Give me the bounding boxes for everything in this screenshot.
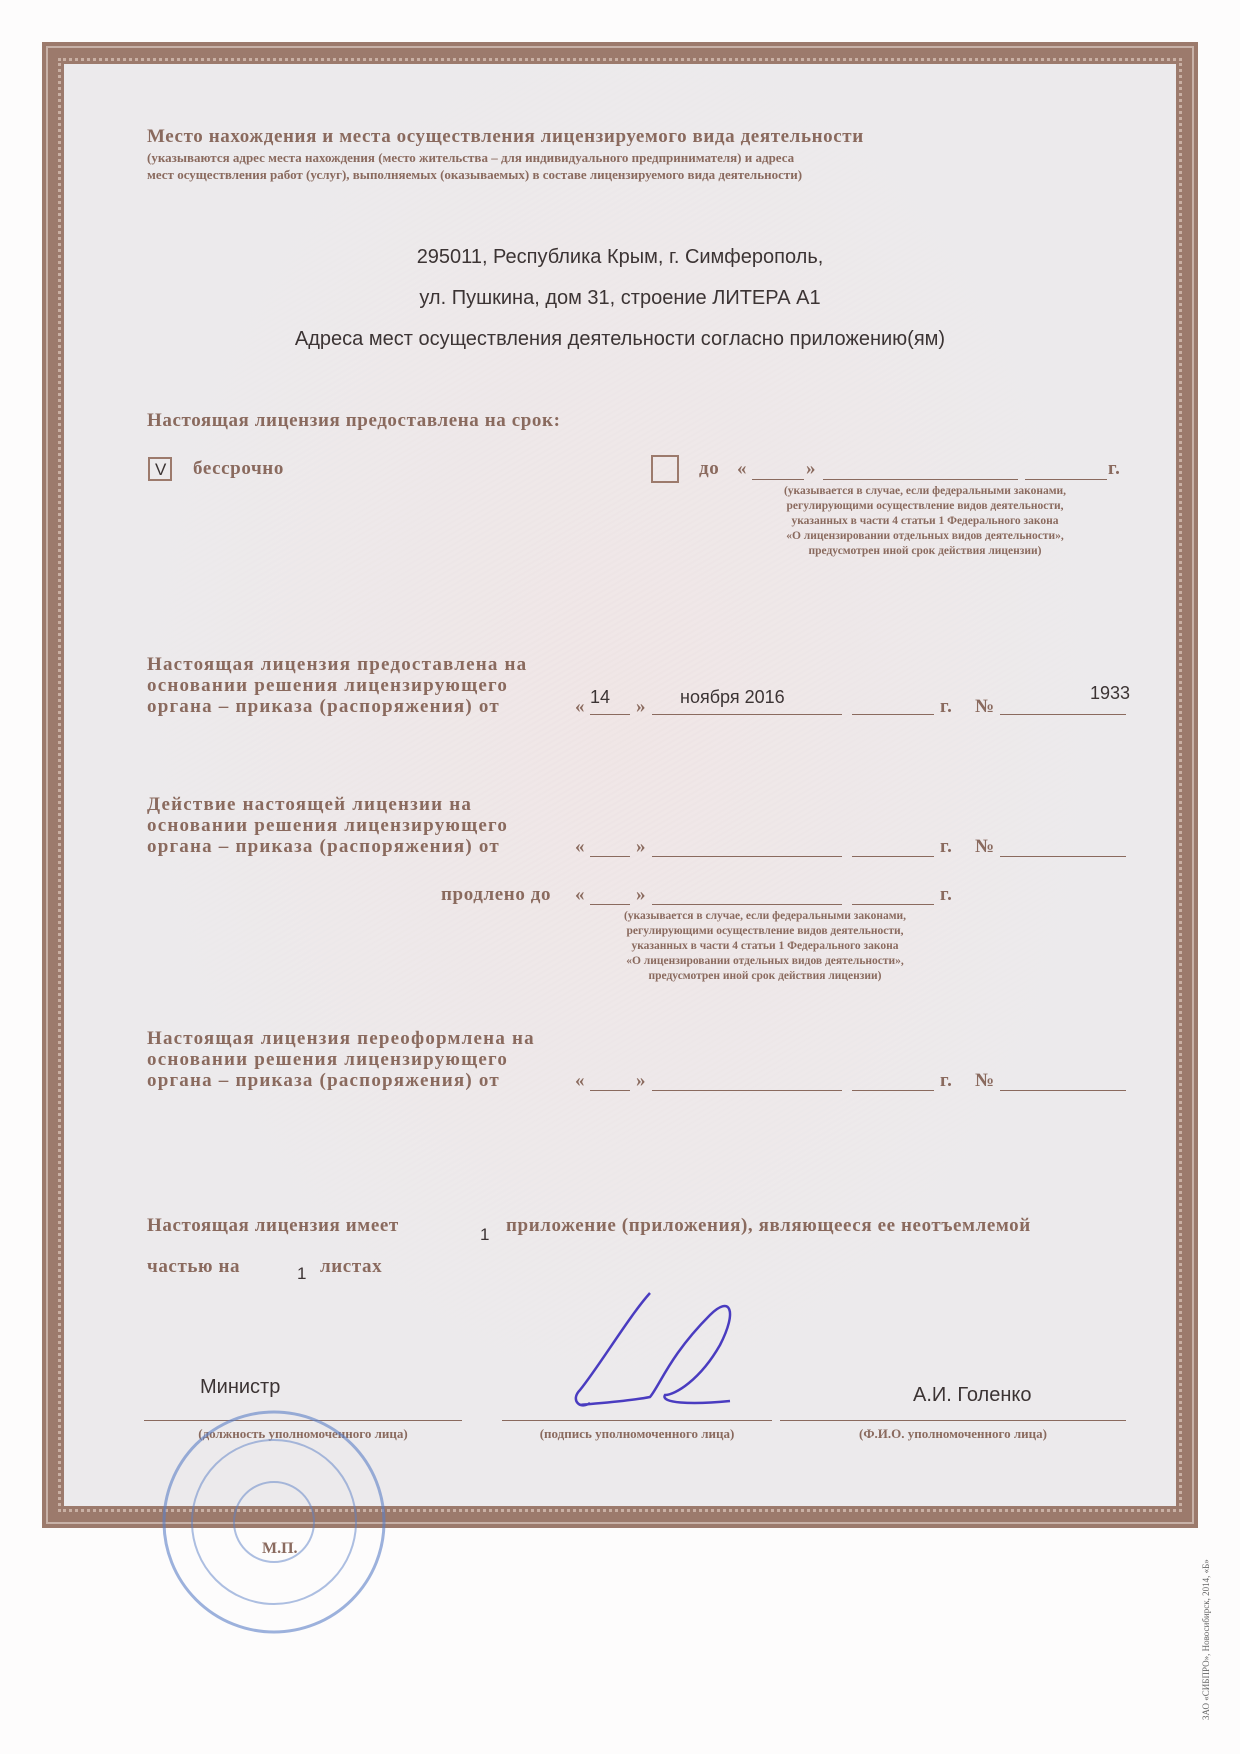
granted-month-year[interactable]: ноября 2016 [680, 687, 785, 707]
address-line: 295011, Республика Крым, г. Симферополь, [416, 246, 824, 268]
location-title: Место нахождения и места осуществления лицензируемого вида деятельности [147, 126, 864, 147]
appendix-text: приложение (приложения), являющееся ее неотъемлемой [506, 1215, 1031, 1236]
quote: « [737, 458, 748, 479]
quote: » [636, 1070, 647, 1091]
number-field [1000, 714, 1126, 715]
quote: » [636, 884, 647, 905]
until-label: до [699, 458, 720, 479]
extension-note [590, 909, 940, 984]
text-line: органа – приказа (распоряжения) от [147, 696, 500, 717]
year-suffix: г. [1108, 458, 1121, 479]
position-value: Министр [200, 1376, 281, 1398]
year-field[interactable] [852, 856, 934, 857]
granted-day[interactable]: 14 [590, 687, 611, 707]
text-line: органа – приказа (распоряжения) от [147, 1070, 500, 1091]
number-field[interactable] [1000, 856, 1126, 857]
appendix-sheets[interactable]: 1 [297, 1264, 307, 1283]
note-line: регулирующими осуществление видов деятельности, [786, 500, 1064, 512]
year-field[interactable] [852, 1090, 934, 1091]
location-note: (указываются адрес места нахождения (место жительства – для индивидуального предпринимателя) и адреса [147, 150, 795, 165]
signature-line [502, 1420, 772, 1421]
handwritten-signature [560, 1285, 750, 1415]
number-label: № [975, 696, 995, 717]
year-suffix: г. [940, 836, 953, 857]
month-field[interactable] [652, 904, 842, 905]
term-title: Настоящая лицензия предоставлена на срок: [147, 410, 561, 431]
address-line: ул. Пушкина, дом 31, строение ЛИТЕРА А1 [419, 287, 821, 309]
reissue-basis [147, 1028, 535, 1091]
note-line: «О лицензировании отдельных видов деятельности», [786, 530, 1064, 542]
quote: « [575, 884, 586, 905]
note-line: предусмотрен иной срок действия лицензии) [648, 970, 882, 982]
quote: « [575, 836, 586, 857]
day-field[interactable] [752, 479, 804, 480]
month-field[interactable] [652, 1090, 842, 1091]
quote: » [636, 696, 647, 717]
appendix-text: листах [320, 1256, 383, 1277]
check-mark: V [155, 460, 167, 479]
extended-label: продлено до [441, 884, 552, 905]
name-line [780, 1420, 1126, 1421]
quote: « [575, 1070, 586, 1091]
extension-basis [147, 794, 508, 857]
name-caption: (Ф.И.О. уполномоченного лица) [859, 1426, 1047, 1441]
day-field[interactable] [590, 1090, 630, 1091]
official-stamp [152, 1400, 422, 1640]
appendix-count[interactable]: 1 [480, 1225, 490, 1244]
year-field [852, 714, 934, 715]
until-checkbox[interactable] [651, 455, 679, 483]
address-line: Адреса мест осуществления деятельности согласно приложению(ям) [294, 328, 946, 350]
month-field[interactable] [652, 856, 842, 857]
signature-caption: (подпись уполномоченного лица) [539, 1426, 735, 1441]
month-field [652, 714, 842, 715]
year-suffix: г. [940, 696, 953, 717]
text-line: основании решения лицензирующего [147, 1049, 509, 1070]
note-line: (указывается в случае, если федеральными законами, [623, 910, 907, 922]
unlimited-label: бессрочно [193, 458, 284, 479]
month-field[interactable] [823, 479, 1018, 480]
term-note [745, 484, 1105, 559]
note-line: предусмотрен иной срок действия лицензии) [808, 545, 1042, 557]
text-line: основании решения лицензирующего [147, 675, 509, 696]
note-line: регулирующими осуществление видов деятельности, [626, 925, 904, 937]
day-field[interactable] [590, 904, 630, 905]
location-note: мест осуществления работ (услуг), выполняемых (оказываемых) в составе лицензируемого вида деятельности) [147, 167, 803, 182]
quote: » [806, 458, 817, 479]
year-suffix: г. [940, 884, 953, 905]
day-field [590, 714, 630, 715]
number-label: № [975, 836, 995, 857]
note-line: указанных в части 4 статьи 1 Федерального закона [631, 940, 899, 952]
name-value: А.И. Голенко [913, 1384, 1032, 1406]
number-field[interactable] [1000, 1090, 1126, 1091]
year-field[interactable] [1025, 479, 1107, 480]
quote: « [575, 696, 586, 717]
position-caption: (должность уполномоченного лица) [198, 1426, 408, 1441]
note-line: «О лицензировании отдельных видов деятельности», [626, 955, 904, 967]
note-line: (указывается в случае, если федеральными законами, [783, 485, 1067, 497]
note-line: указанных в части 4 статьи 1 Федерального закона [791, 515, 1059, 527]
day-field[interactable] [590, 856, 630, 857]
appendix-text: частью на [147, 1256, 241, 1277]
text-line: Настоящая лицензия переоформлена на [147, 1028, 535, 1049]
seal-label: М.П. [262, 1540, 298, 1557]
granted-basis [147, 654, 527, 717]
year-field[interactable] [852, 904, 934, 905]
appendix-text: Настоящая лицензия имеет [147, 1215, 399, 1236]
text-line: органа – приказа (распоряжения) от [147, 836, 500, 857]
number-label: № [975, 1070, 995, 1091]
year-suffix: г. [940, 1070, 953, 1091]
printer-imprint: ЗАО «СИБПРО», Новосибирск, 2014, «Б» [1201, 1559, 1211, 1720]
unlimited-checkbox[interactable] [148, 457, 172, 481]
quote: » [636, 836, 647, 857]
text-line: Настоящая лицензия предоставлена на [147, 654, 528, 675]
granted-number[interactable]: 1933 [1090, 683, 1131, 703]
text-line: основании решения лицензирующего [147, 815, 509, 836]
text-line: Действие настоящей лицензии на [147, 794, 473, 815]
